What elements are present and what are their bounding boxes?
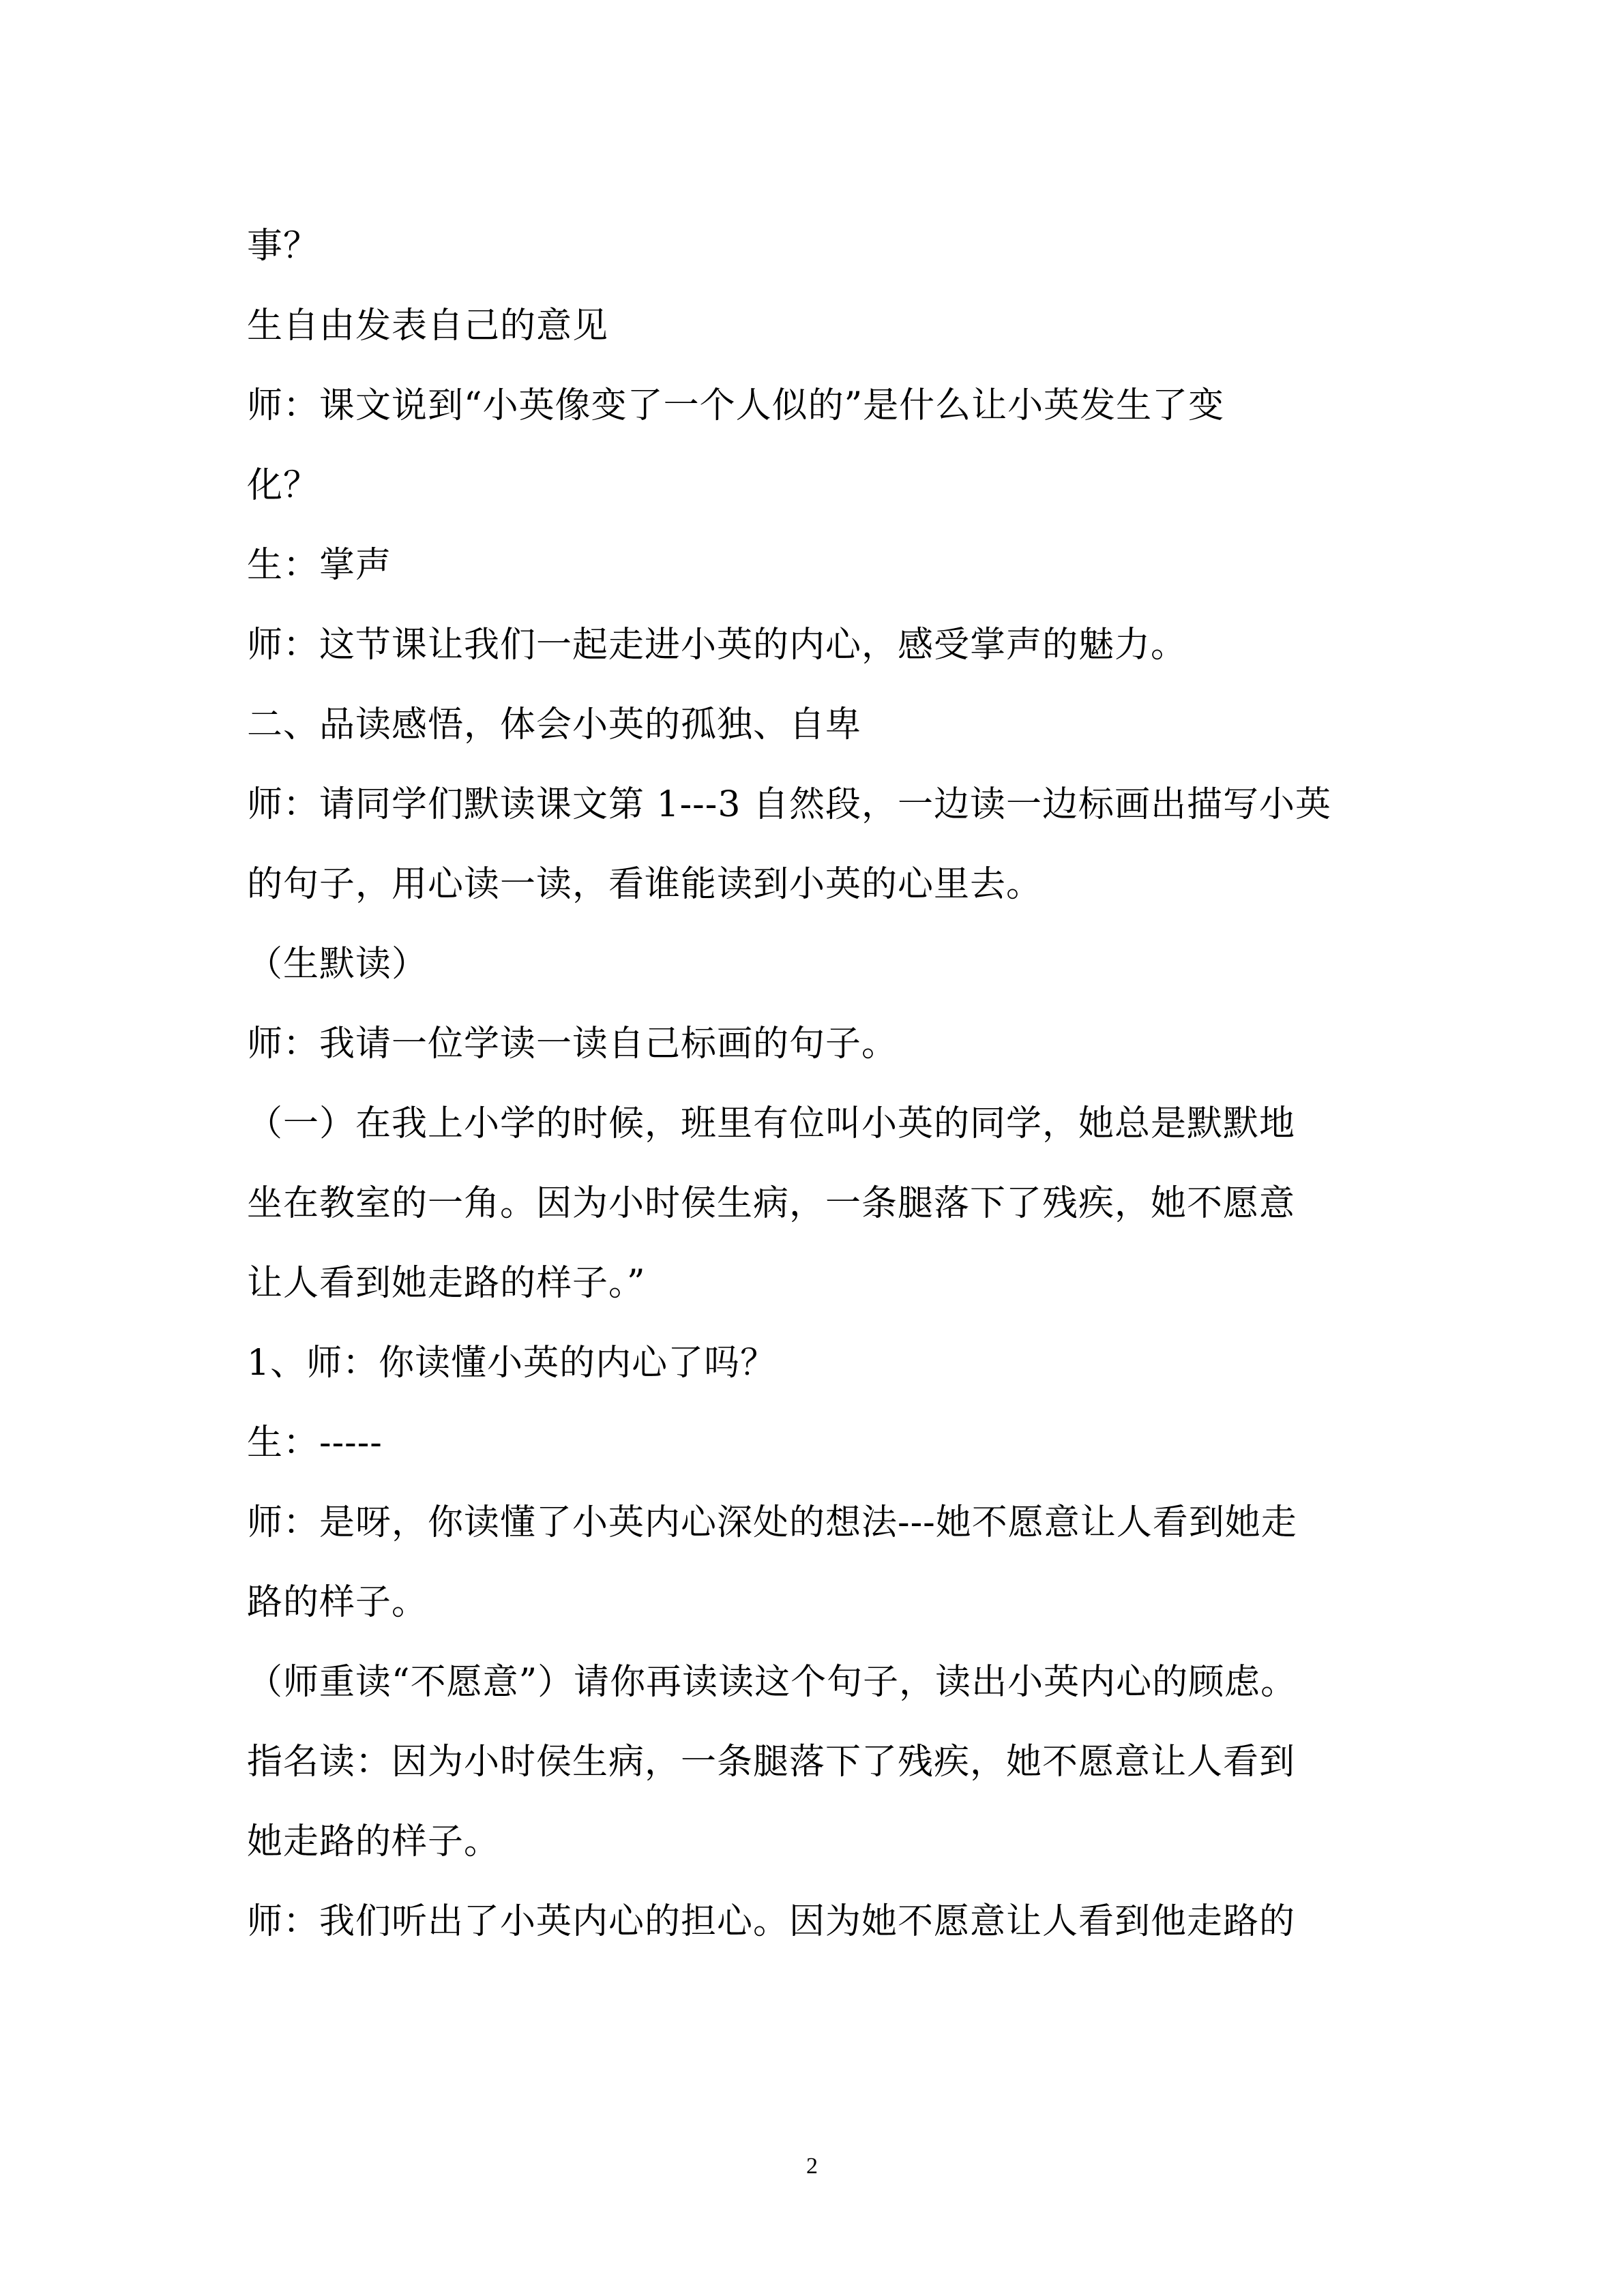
- text-line: 师：请同学们默读课文第 1---3 自然段，一边读一边标画出描写小英: [247, 784, 1331, 825]
- text-line: 师：是呀，你读懂了小英内心深处的想法---她不愿意让人看到她走: [247, 1502, 1297, 1543]
- text-line: 师：课文说到“小英像变了一个人似的”是什么让小英发生了变: [247, 385, 1225, 426]
- text-line: 让人看到她走路的样子。”: [247, 1263, 646, 1304]
- page-number: 2: [806, 2153, 818, 2179]
- text-line: （生默读）: [247, 944, 428, 985]
- text-line: 指名读：因为小时侯生病，一条腿落下了残疾，她不愿意让人看到: [247, 1742, 1296, 1783]
- text-line: 的句子，用心读一读，看谁能读到小英的心里去。: [247, 864, 1043, 905]
- text-line: （一）在我上小学的时候，班里有位叫小英的同学，她总是默默地: [247, 1103, 1296, 1144]
- text-line: 化？: [247, 465, 320, 506]
- text-line: 坐在教室的一角。因为小时侯生病，一条腿落下了残疾，她不愿意: [247, 1183, 1296, 1224]
- text-line: 生：-----: [247, 1422, 383, 1463]
- text-line: 她走路的样子。: [247, 1821, 501, 1862]
- text-line: 师：我请一位学读一读自己标画的句子。: [247, 1024, 898, 1064]
- document-body: [247, 207, 1406, 1962]
- section-heading: 二、品读感悟，体会小英的孤独、自卑: [247, 704, 862, 745]
- text-line: 1、师：你读懂小英的内心了吗？: [247, 1343, 777, 1384]
- text-line: 生自由发表自己的意见: [247, 305, 609, 346]
- text-line: 路的样子。: [247, 1582, 428, 1623]
- text-line: （师重读“不愿意”）请你再读读这个句子，读出小英内心的顾虑。: [247, 1662, 1297, 1703]
- text-line: 事？: [247, 226, 320, 267]
- text-line: 师：这节课让我们一起走进小英的内心，感受掌声的魅力。: [247, 625, 1187, 666]
- text-line: 生：掌声: [247, 545, 392, 586]
- text-line: 师：我们听出了小英内心的担心。因为她不愿意让人看到他走路的: [247, 1901, 1296, 1942]
